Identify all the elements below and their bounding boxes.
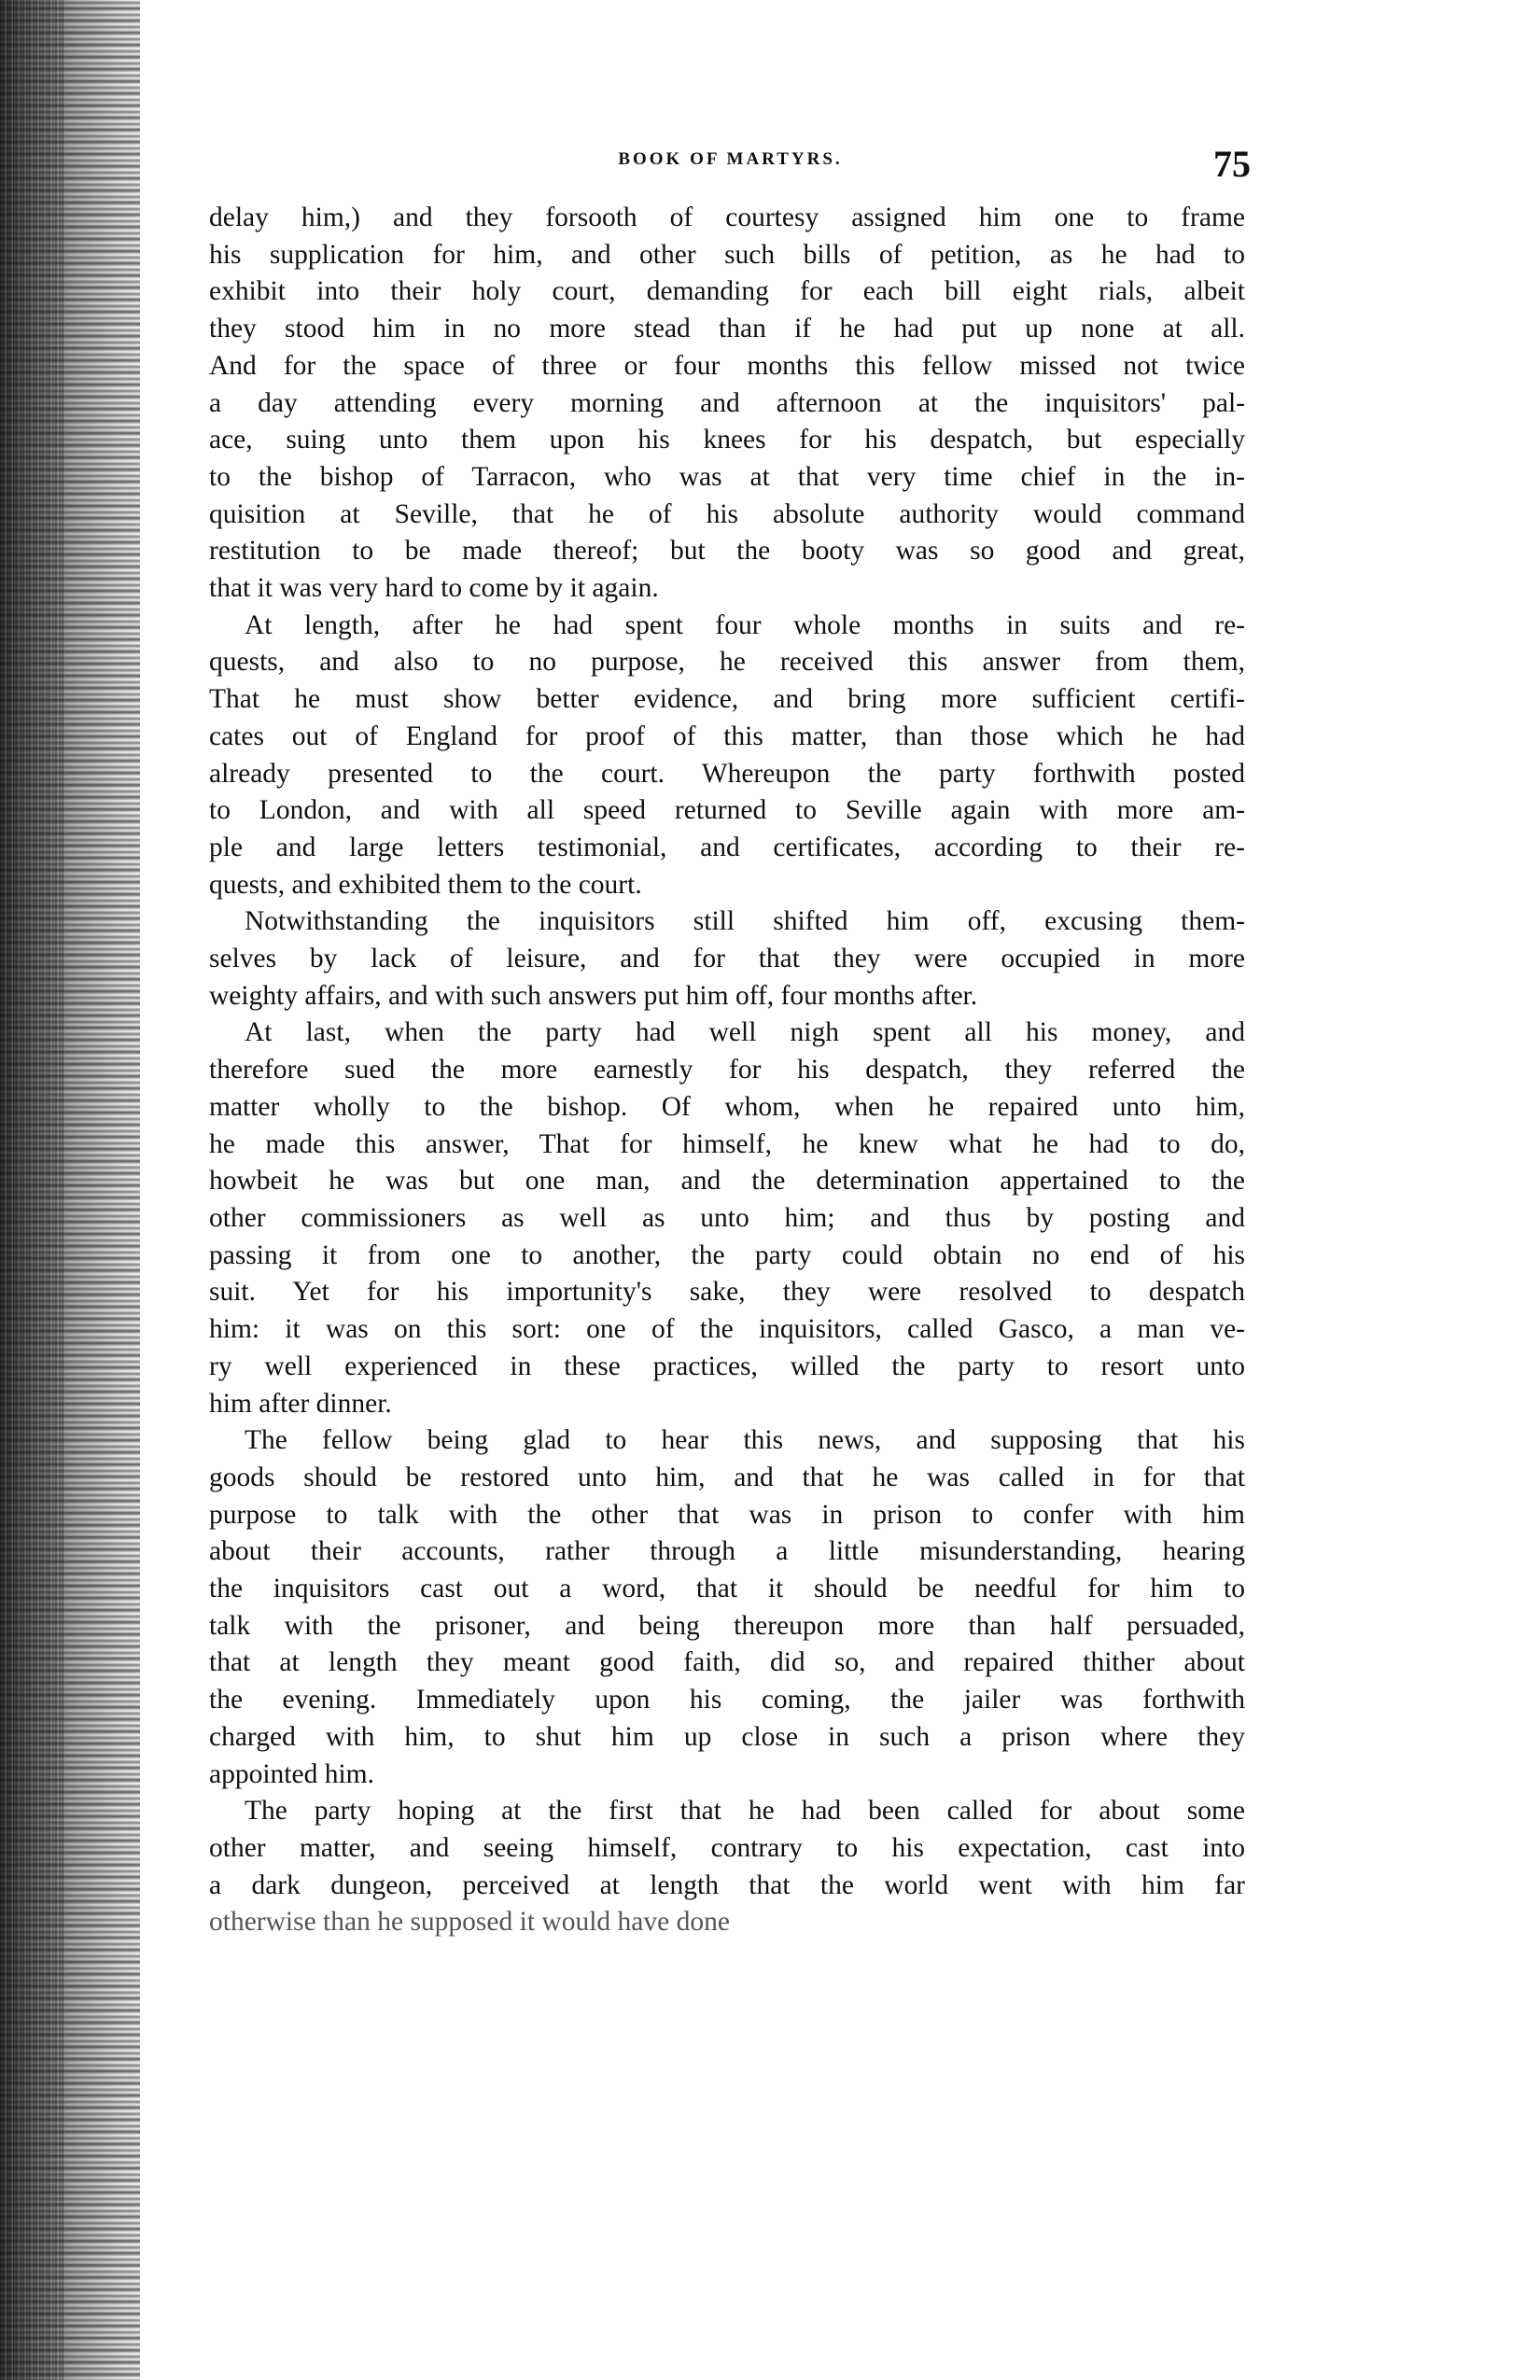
text-line: other commissioners as well as unto him; and thus by posting and xyxy=(209,1202,1245,1233)
text-line: that at length they meant good faith, did so, and repaired thither about xyxy=(209,1647,1245,1678)
text-line: That he must show better evidence, and bring more sufficient certifi- xyxy=(209,684,1245,715)
text-line: purpose to talk with the other that was in prison to confer with him xyxy=(209,1499,1245,1530)
text-line: him after dinner. xyxy=(209,1388,392,1419)
paragraph-6 xyxy=(209,1793,1245,1941)
text-line: goods should be restored unto him, and that he was called in for that xyxy=(209,1462,1245,1492)
text-line: And for the space of three or four months this fellow missed not twice xyxy=(209,350,1245,381)
text-line: ry well experienced in these practices, willed the party to resort unto xyxy=(209,1351,1245,1381)
body-text xyxy=(209,200,1245,1941)
text-line: that it was very hard to come by it again. xyxy=(209,573,659,604)
text-line: appointed him. xyxy=(209,1758,374,1789)
text-line: his supplication for him, and other such bills of petition, as he had to xyxy=(209,239,1245,270)
text-line: delay him,) and they forsooth of courtesy assigned him one to frame xyxy=(209,203,1245,232)
text-line: he made this answer, That for himself, he knew what he had to do, xyxy=(209,1128,1245,1159)
text-line: the evening. Immediately upon his coming, the jailer was forthwith xyxy=(209,1685,1245,1715)
text-line: ple and large letters testimonial, and certificates, according to their re- xyxy=(209,832,1245,862)
text-line: the inquisitors cast out a word, that it should be needful for him to xyxy=(209,1574,1245,1604)
text-line: At last, when the party had well nigh spent all his money, and xyxy=(245,1017,1245,1048)
paragraph-1 xyxy=(209,200,1245,608)
text-line: already presented to the court. Whereupon the party forthwith posted xyxy=(209,758,1245,789)
paragraph-5 xyxy=(209,1422,1245,1793)
text-line: they stood him in no more stead than if he had put up none at all. xyxy=(209,314,1245,344)
text-line: ace, suing unto them upon his knees for his despatch, but especially xyxy=(209,425,1245,455)
paragraph-4 xyxy=(209,1015,1245,1422)
text-line: about their accounts, rather through a little misunderstanding, hearing xyxy=(209,1536,1245,1567)
text-line: cates out of England for proof of this matter, than those which he had xyxy=(209,721,1245,751)
text-line: matter wholly to the bishop. Of whom, when he repaired unto him, xyxy=(209,1091,1245,1122)
text-line: quests, and also to no purpose, he received this answer from them, xyxy=(209,647,1245,678)
paragraph-3 xyxy=(209,903,1245,1015)
text-line: him: it was on this sort: one of the inquisitors, called Gasco, a man ve- xyxy=(209,1314,1245,1345)
text-line: The fellow being glad to hear this news, and supposing that his xyxy=(245,1425,1245,1456)
text-line: charged with him, to shut him up close in such a prison where they xyxy=(209,1721,1245,1752)
text-line: The party hoping at the first that he had been called for about some xyxy=(245,1796,1245,1827)
text-line: therefore sued the more earnestly for his despatch, they referred the xyxy=(209,1055,1245,1085)
text-line: a dark dungeon, perceived at length that the world went with him far xyxy=(209,1869,1245,1900)
page-number: 75 xyxy=(1213,143,1251,185)
text-line: suit. Yet for his importunity's sake, they were resolved to despatch xyxy=(209,1277,1245,1308)
running-head xyxy=(210,142,1251,189)
text-line: quests, and exhibited them to the court. xyxy=(209,869,642,900)
text-line: At length, after he had spent four whole months in suits and re- xyxy=(245,609,1245,640)
text-line: exhibit into their holy court, demanding for each bill eight rials, albeit xyxy=(209,276,1245,307)
running-title: BOOK OF MARTYRS. xyxy=(618,149,843,169)
text-line: quisition at Seville, that he of his absolute authority would command xyxy=(209,498,1245,529)
text-line: to London, and with all speed returned to Seville again with more am- xyxy=(209,795,1245,826)
text-line: weighty affairs, and with such answers put him off, four months after. xyxy=(209,980,978,1011)
binding-edge-texture xyxy=(0,0,65,2380)
text-line: a day attending every morning and afternoon at the inquisitors' pal- xyxy=(209,387,1245,418)
text-line: Notwithstanding the inquisitors still shifted him off, excusing them- xyxy=(245,906,1245,937)
paragraph-2 xyxy=(209,608,1245,904)
text-line: otherwise than he supposed it would have done xyxy=(209,1907,730,1938)
text-line: other matter, and seeing himself, contrary to his expectation, cast into xyxy=(209,1832,1245,1863)
text-line: to the bishop of Tarracon, who was at that very time chief in the in- xyxy=(209,461,1245,492)
text-line: passing it from one to another, the party could obtain no end of his xyxy=(209,1239,1245,1270)
text-line: restitution to be made thereof; but the booty was so good and great, xyxy=(209,536,1245,567)
text-line: selves by lack of leisure, and for that they were occupied in more xyxy=(209,944,1245,974)
text-line: howbeit he was but one man, and the determination appertained to the xyxy=(209,1166,1245,1197)
text-line: talk with the prisoner, and being thereupon more than half persuaded, xyxy=(209,1610,1245,1641)
